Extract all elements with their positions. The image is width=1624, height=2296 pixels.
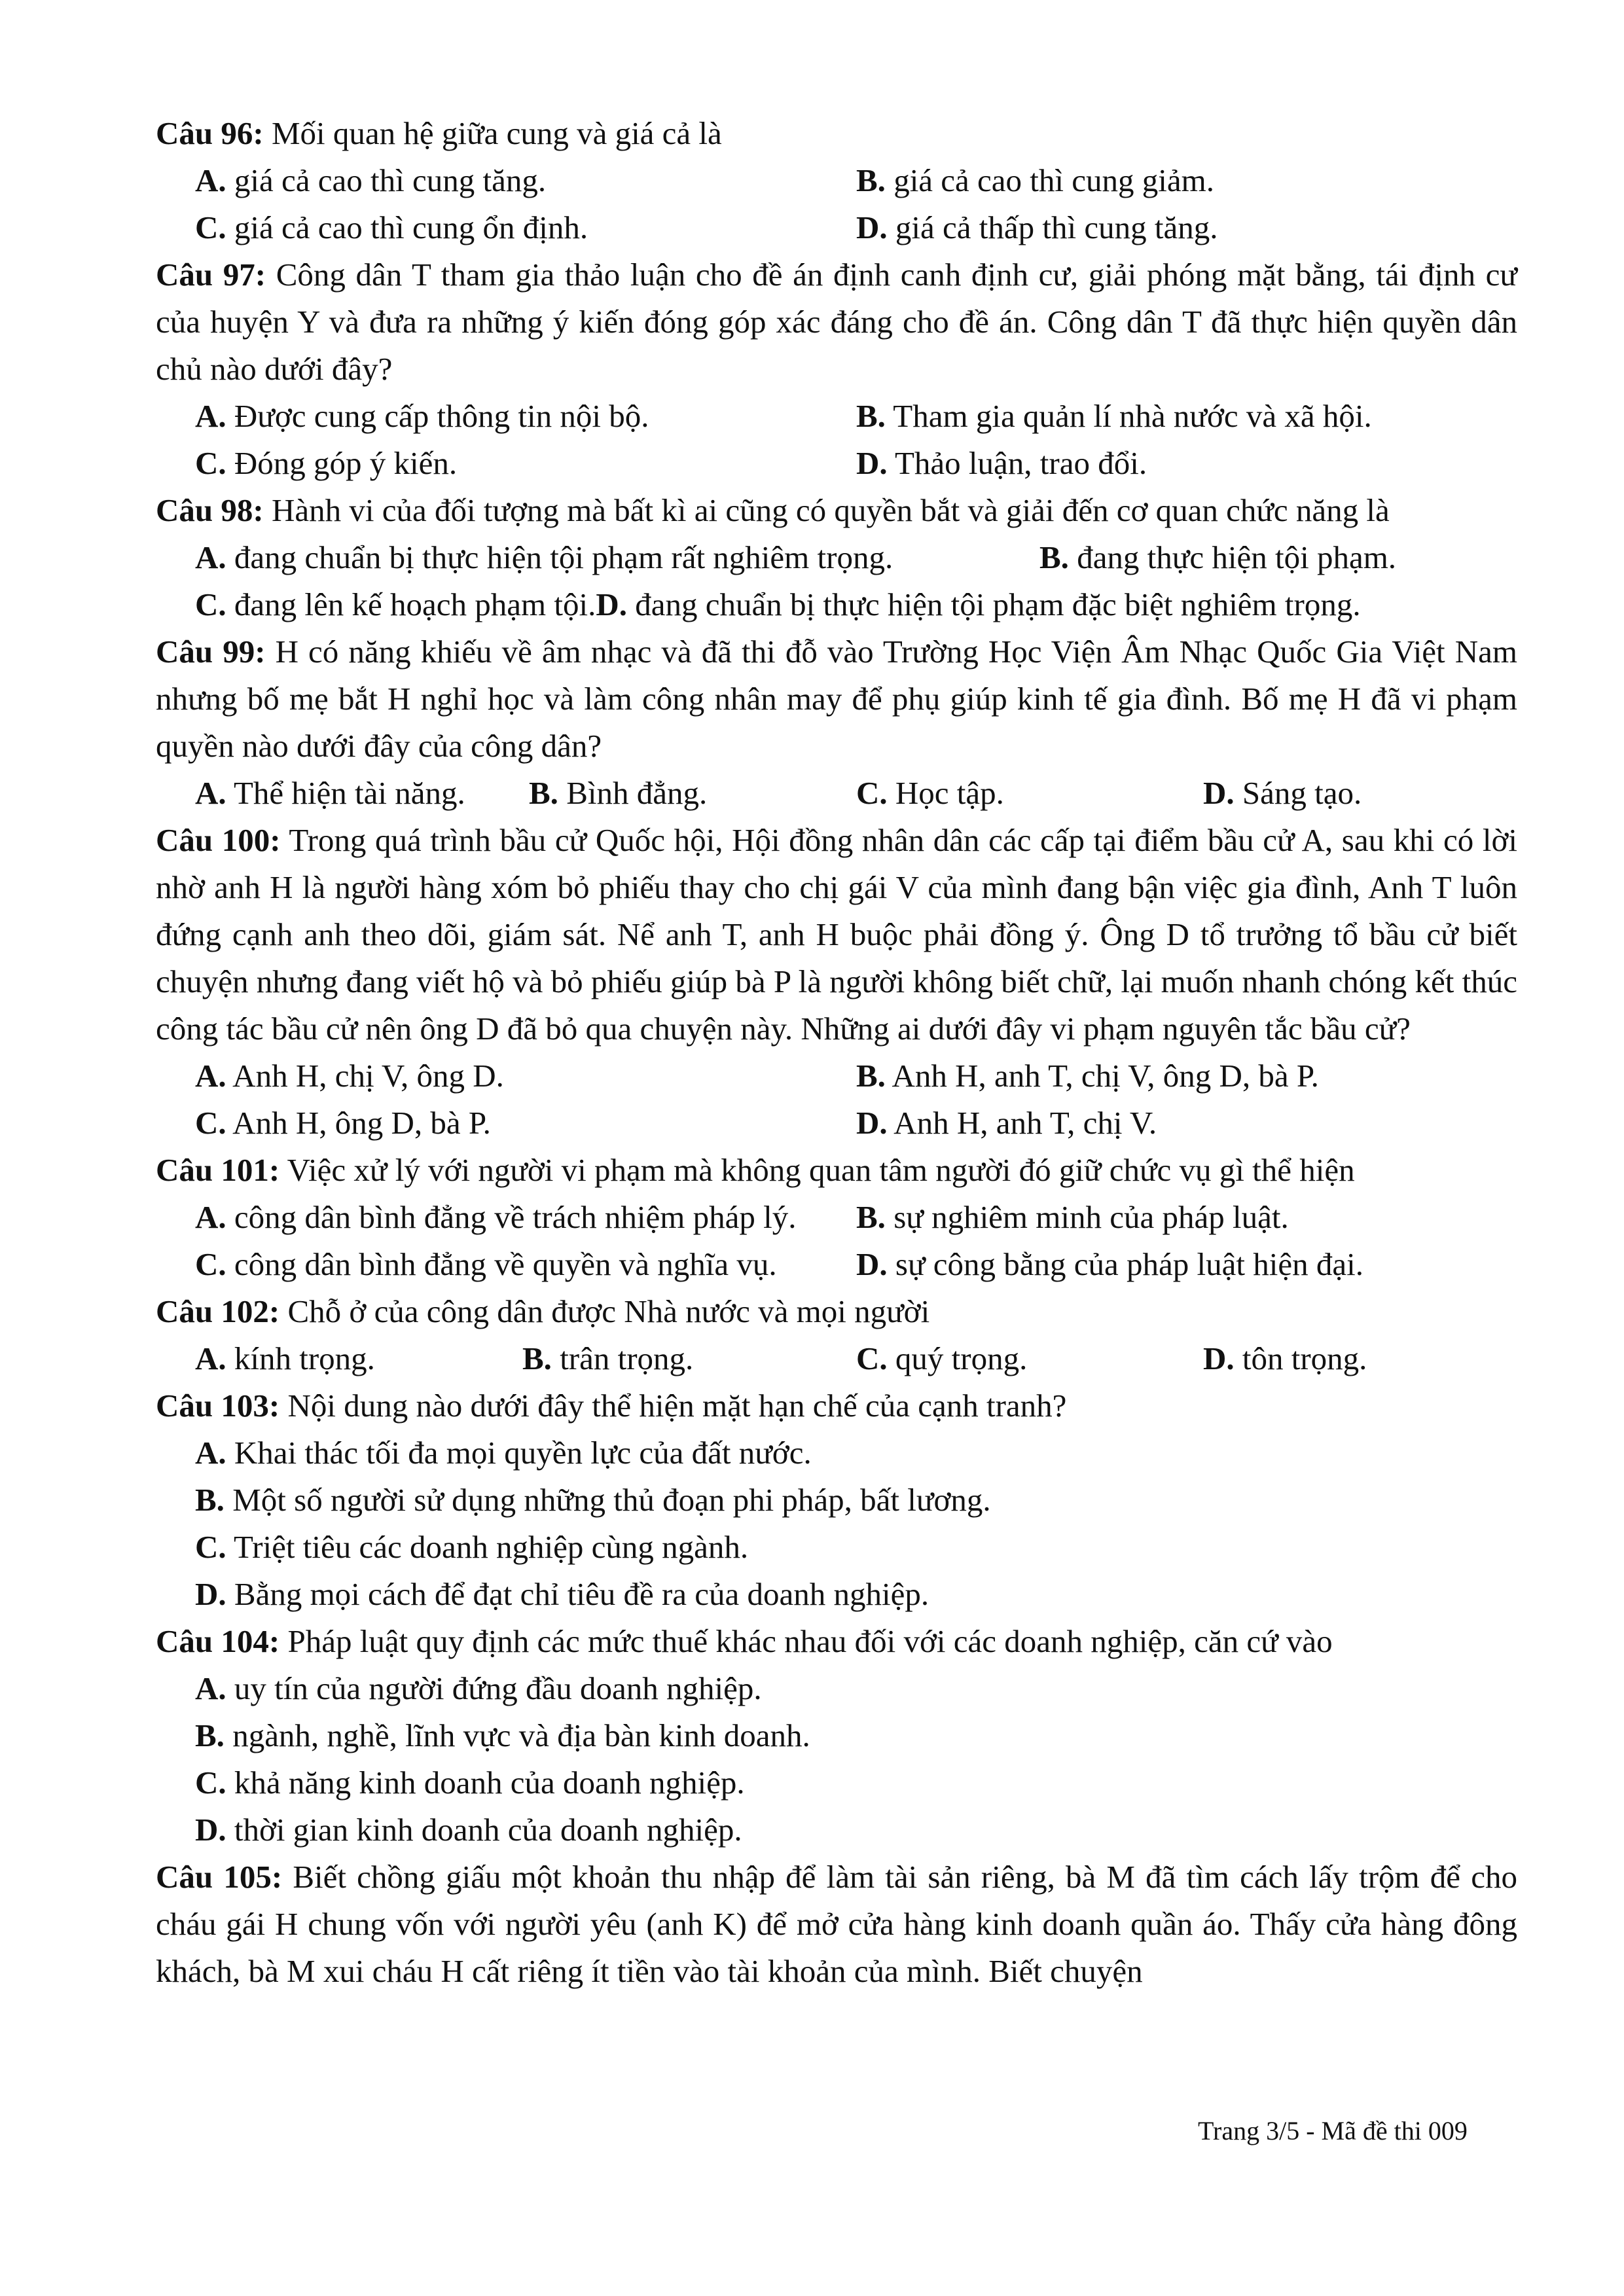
- option-letter: C.: [856, 775, 888, 811]
- option-letter: C.: [195, 445, 226, 481]
- options-row: [156, 534, 1517, 581]
- option-letter: A.: [195, 1435, 226, 1471]
- option-text: giá cả thấp thì cung tăng.: [887, 209, 1218, 245]
- option-letter: B.: [195, 1482, 225, 1518]
- options-row: [156, 1052, 1517, 1100]
- option-letter: B.: [195, 1717, 225, 1753]
- option-b: [1039, 534, 1396, 581]
- question-100: [156, 817, 1517, 1147]
- option-b: [522, 1335, 856, 1382]
- question-label: Câu 102:: [156, 1293, 280, 1329]
- question-label: Câu 96:: [156, 115, 264, 151]
- option-a: [195, 534, 1039, 581]
- option-a: [195, 1335, 522, 1382]
- question-label: Câu 98:: [156, 492, 264, 528]
- option-text: Được cung cấp thông tin nội bộ.: [226, 398, 649, 434]
- question-text: Mối quan hệ giữa cung và giá cả là: [263, 115, 722, 151]
- option-text: tôn trọng.: [1234, 1340, 1367, 1376]
- question-104: [156, 1618, 1517, 1854]
- option-text: ngành, nghề, lĩnh vực và địa bàn kinh doanh.: [224, 1717, 810, 1753]
- question-label: Câu 97:: [156, 257, 266, 293]
- option-text: Anh H, ông D, bà P.: [226, 1105, 491, 1141]
- option-b: [856, 1194, 1517, 1241]
- option-text: Đóng góp ý kiến.: [226, 445, 458, 481]
- option-letter: A.: [195, 775, 226, 811]
- option-letter: B.: [856, 398, 886, 434]
- option-text: Học tập.: [887, 775, 1004, 811]
- question-text: Việc xử lý với người vi phạm mà không quan tâm người đó giữ chức vụ gì thể hiện: [280, 1152, 1355, 1188]
- question-label: Câu 99:: [156, 634, 266, 670]
- option-letter: C.: [195, 1105, 226, 1141]
- option-letter: D.: [856, 445, 888, 481]
- option-letter: A.: [195, 1340, 226, 1376]
- question-label: Câu 100:: [156, 822, 281, 858]
- question-text: Pháp luật quy định các mức thuế khác nhau đối với các doanh nghiệp, căn cứ vào: [280, 1623, 1333, 1659]
- option-text: Bằng mọi cách để đạt chỉ tiêu đề ra của doanh nghiệp.: [226, 1576, 929, 1612]
- option-letter: D.: [596, 586, 627, 622]
- options-row: [156, 1241, 1517, 1288]
- option-b: [156, 1712, 1517, 1759]
- option-letter: B.: [529, 775, 558, 811]
- option-text: trân trọng.: [551, 1340, 694, 1376]
- question-stem: [156, 1288, 1517, 1335]
- option-text: đang chuẩn bị thực hiện tội phạm rất nghiêm trọng.: [226, 539, 893, 575]
- option-letter: A.: [195, 398, 226, 434]
- option-letter: C.: [195, 586, 226, 622]
- option-text: đang chuẩn bị thực hiện tội phạm đặc biệt nghiêm trọng.: [626, 586, 1361, 622]
- question-label: Câu 101:: [156, 1152, 280, 1188]
- question-label: Câu 103:: [156, 1388, 280, 1424]
- options-row: [156, 204, 1517, 251]
- option-letter: B.: [856, 1058, 886, 1094]
- option-letter: D.: [856, 1105, 888, 1141]
- option-letter: C.: [195, 1529, 226, 1565]
- question-label: Câu 105:: [156, 1859, 283, 1895]
- option-text: Thể hiện tài năng.: [226, 775, 465, 811]
- option-c: [156, 1759, 1517, 1806]
- option-d: [856, 440, 1517, 487]
- question-stem: [156, 1382, 1517, 1429]
- option-text: khả năng kinh doanh của doanh nghiệp.: [226, 1765, 745, 1801]
- option-letter: B.: [522, 1340, 552, 1376]
- option-d: [1203, 1335, 1367, 1382]
- options-row: [156, 440, 1517, 487]
- option-d: [856, 1241, 1517, 1288]
- question-stem: [156, 628, 1517, 770]
- option-letter: A.: [195, 1670, 226, 1706]
- option-text: Sáng tạo.: [1234, 775, 1362, 811]
- option-letter: D.: [856, 1246, 888, 1282]
- option-text: sự nghiêm minh của pháp luật.: [885, 1199, 1289, 1235]
- question-text: Biết chồng giấu một khoản thu nhập để làm tài sản riêng, bà M đã tìm cách lấy trộm để cho cháu gái H chung vốn với người yêu (anh K) để mở cửa hàng kinh doanh quần áo. Thấy cửa hàng đông khách, bà M xui cháu H cất riêng ít tiền vào tài khoản của mình. Biết chuyện: [156, 1859, 1517, 1989]
- option-a: [156, 1429, 1517, 1477]
- option-letter: A.: [195, 539, 226, 575]
- question-text: Trong quá trình bầu cử Quốc hội, Hội đồng nhân dân các cấp tại điểm bầu cử A, sau khi có lời nhờ anh H là người hàng xóm bỏ phiếu thay cho chị gái V của mình đang bận việc gia đình, Anh T luôn đứng cạnh anh theo dõi, giám sát. Nể anh T, anh H buộc phải đồng ý. Ông D tổ trưởng tổ bầu cử biết chuyện nhưng đang viết hộ và bỏ phiếu giúp bà P là người không biết chữ, lại muốn nhanh chóng kết thúc công tác bầu cử nên ông D đã bỏ qua chuyện này. Những ai dưới đây vi phạm nguyên tắc bầu cử?: [156, 822, 1517, 1047]
- option-c: [856, 770, 1203, 817]
- option-d: [156, 1571, 1517, 1618]
- option-c: [856, 1335, 1203, 1382]
- option-d: [156, 1806, 1517, 1854]
- option-letter: B.: [1039, 539, 1069, 575]
- option-text: quý trọng.: [887, 1340, 1028, 1376]
- option-letter: D.: [1203, 1340, 1235, 1376]
- option-text: Bình đẳng.: [558, 775, 708, 811]
- option-text: giá cả cao thì cung ổn định.: [226, 209, 588, 245]
- question-103: [156, 1382, 1517, 1618]
- option-letter: B.: [856, 162, 886, 198]
- option-text: công dân bình đẳng về quyền và nghĩa vụ.: [226, 1246, 777, 1282]
- option-letter: A.: [195, 1199, 226, 1235]
- question-101: [156, 1147, 1517, 1288]
- options-row: [156, 581, 1517, 628]
- option-a: [195, 1052, 856, 1100]
- option-d: [1203, 770, 1362, 817]
- option-letter: C.: [856, 1340, 888, 1376]
- option-b: [856, 1052, 1517, 1100]
- option-text: kính trọng.: [226, 1340, 375, 1376]
- question-stem: [156, 487, 1517, 534]
- question-97: [156, 251, 1517, 487]
- option-letter: D.: [195, 1812, 226, 1848]
- question-stem: [156, 110, 1517, 157]
- option-text: Một số người sử dụng những thủ đoạn phi pháp, bất lương.: [224, 1482, 991, 1518]
- option-letter: C.: [195, 1765, 226, 1801]
- options-row: [156, 1194, 1517, 1241]
- option-text: giá cả cao thì cung giảm.: [885, 162, 1214, 198]
- option-letter: A.: [195, 162, 226, 198]
- option-letter: A.: [195, 1058, 226, 1094]
- option-letter: D.: [195, 1576, 226, 1612]
- option-letter: C.: [195, 209, 226, 245]
- option-text: Triệt tiêu các doanh nghiệp cùng ngành.: [226, 1529, 749, 1565]
- option-letter: C.: [195, 1246, 226, 1282]
- question-text: Nội dung nào dưới đây thể hiện mặt hạn chế của cạnh tranh?: [280, 1388, 1067, 1424]
- question-text: H có năng khiếu về âm nhạc và đã thi đỗ vào Trường Học Viện Âm Nhạc Quốc Gia Việt Nam nhưng bố mẹ bắt H nghỉ học và làm công nhân may để phụ giúp kinh tế gia đình. Bố mẹ H đã vi phạm quyền nào dưới đây của công dân?: [156, 634, 1517, 764]
- option-c: [195, 440, 856, 487]
- question-stem: [156, 1147, 1517, 1194]
- option-text: công dân bình đẳng về trách nhiệm pháp lý.: [226, 1199, 797, 1235]
- option-text: Anh H, anh T, chị V, ông D, bà P.: [885, 1058, 1319, 1094]
- option-text: uy tín của người đứng đầu doanh nghiệp.: [226, 1670, 762, 1706]
- options-row: [156, 770, 1517, 817]
- page-footer: Trang 3/5 - Mã đề thi 009: [1198, 2116, 1468, 2145]
- option-text: Thảo luận, trao đổi.: [887, 445, 1147, 481]
- option-letter: B.: [856, 1199, 886, 1235]
- question-stem: [156, 251, 1517, 393]
- option-c: [195, 1241, 856, 1288]
- option-a: [195, 157, 856, 204]
- question-102: [156, 1288, 1517, 1382]
- option-c: [195, 581, 596, 628]
- option-d: [856, 1100, 1517, 1147]
- question-text: Chỗ ở của công dân được Nhà nước và mọi người: [280, 1293, 930, 1329]
- option-text: thời gian kinh doanh của doanh nghiệp.: [226, 1812, 742, 1848]
- question-96: [156, 110, 1517, 251]
- options-row: [156, 157, 1517, 204]
- question-98: [156, 487, 1517, 628]
- options-row: [156, 1100, 1517, 1147]
- option-text: Anh H, chị V, ông D.: [226, 1058, 504, 1094]
- exam-page: [156, 110, 1517, 1995]
- option-a: [195, 393, 856, 440]
- question-stem: [156, 1854, 1517, 1995]
- option-a: [195, 1194, 856, 1241]
- option-c: [195, 204, 856, 251]
- option-d: [856, 204, 1517, 251]
- option-a: [156, 1665, 1517, 1712]
- option-text: Anh H, anh T, chị V.: [887, 1105, 1157, 1141]
- option-b: [856, 157, 1517, 204]
- option-a: [195, 770, 529, 817]
- question-105: [156, 1854, 1517, 1995]
- option-b: [529, 770, 856, 817]
- option-d: [596, 581, 1360, 628]
- question-text: Công dân T tham gia thảo luận cho đề án định canh định cư, giải phóng mặt bằng, tái định cư của huyện Y và đưa ra những ý kiến đóng góp xác đáng cho đề án. Công dân T đã thực hiện quyền dân chủ nào dưới đây?: [156, 257, 1517, 387]
- question-stem: [156, 1618, 1517, 1665]
- option-letter: D.: [856, 209, 888, 245]
- question-stem: [156, 817, 1517, 1052]
- question-label: Câu 104:: [156, 1623, 280, 1659]
- option-b: [856, 393, 1517, 440]
- option-b: [156, 1477, 1517, 1524]
- option-c: [156, 1524, 1517, 1571]
- question-99: [156, 628, 1517, 817]
- option-text: Khai thác tối đa mọi quyền lực của đất nước.: [226, 1435, 812, 1471]
- option-text: sự công bằng của pháp luật hiện đại.: [887, 1246, 1363, 1282]
- option-text: đang lên kế hoạch phạm tội.: [226, 586, 596, 622]
- option-letter: D.: [1203, 775, 1235, 811]
- question-text: Hành vi của đối tượng mà bất kì ai cũng có quyền bắt và giải đến cơ quan chức năng là: [263, 492, 1390, 528]
- options-row: [156, 393, 1517, 440]
- option-text: giá cả cao thì cung tăng.: [226, 162, 547, 198]
- option-c: [195, 1100, 856, 1147]
- option-text: đang thực hiện tội phạm.: [1068, 539, 1397, 575]
- options-row: [156, 1335, 1517, 1382]
- option-text: Tham gia quản lí nhà nước và xã hội.: [885, 398, 1372, 434]
